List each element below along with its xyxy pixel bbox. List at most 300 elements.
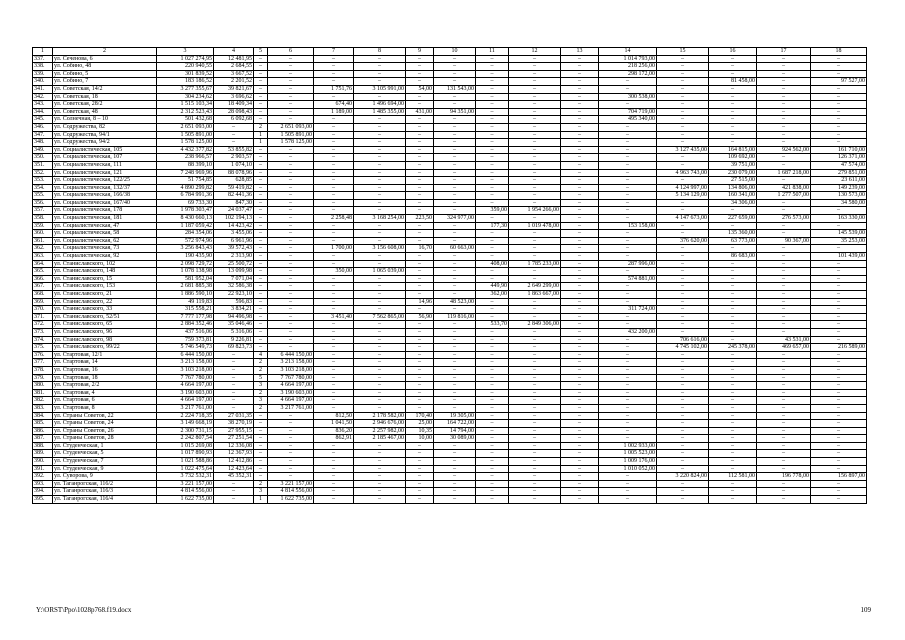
value-cell: 284 354,06 <box>157 230 214 238</box>
value-cell: – <box>268 336 314 344</box>
value-cell: – <box>599 420 657 428</box>
value-cell: – <box>561 101 599 109</box>
value-cell: – <box>757 313 811 321</box>
address-cell: ул. Стартовая, 16 <box>53 366 157 374</box>
value-cell: – <box>657 123 709 131</box>
value-cell: – <box>757 268 811 276</box>
value-cell: – <box>811 63 867 71</box>
value-cell: – <box>254 108 268 116</box>
value-cell: – <box>476 465 509 473</box>
value-cell: – <box>354 298 406 306</box>
value-cell: – <box>354 397 406 405</box>
value-cell: – <box>657 351 709 359</box>
value-cell: 350,00 <box>314 268 354 276</box>
value-cell: – <box>657 496 709 504</box>
value-cell: – <box>599 389 657 397</box>
value-cell: – <box>476 442 509 450</box>
table-row <box>33 215 867 223</box>
value-cell: – <box>657 108 709 116</box>
value-cell: – <box>354 131 406 139</box>
header-row <box>33 48 867 56</box>
value-cell: 245 378,00 <box>709 344 757 352</box>
register-table <box>32 47 867 504</box>
value-cell: – <box>509 344 561 352</box>
value-cell: – <box>811 427 867 435</box>
value-cell: – <box>561 207 599 215</box>
value-cell: – <box>354 192 406 200</box>
value-cell: 1 041,50 <box>314 420 354 428</box>
value-cell: – <box>509 427 561 435</box>
value-cell: – <box>268 237 314 245</box>
value-cell: – <box>314 63 354 71</box>
value-cell: – <box>561 237 599 245</box>
value-cell: – <box>214 374 254 382</box>
value-cell: – <box>434 374 476 382</box>
value-cell: – <box>657 450 709 458</box>
value-cell: – <box>268 63 314 71</box>
value-cell: – <box>757 465 811 473</box>
value-cell: – <box>268 260 314 268</box>
value-cell: 359,00 <box>476 207 509 215</box>
row-number-cell: 366. <box>33 275 53 283</box>
value-cell: 2 201,52 <box>214 78 254 86</box>
value-cell: – <box>254 283 268 291</box>
value-cell: – <box>254 458 268 466</box>
value-cell: – <box>599 412 657 420</box>
table-row <box>33 55 867 63</box>
value-cell: – <box>811 275 867 283</box>
value-cell: – <box>657 207 709 215</box>
row-number-cell: 349. <box>33 146 53 154</box>
value-cell: – <box>657 389 709 397</box>
value-cell: – <box>254 55 268 63</box>
value-cell: – <box>314 260 354 268</box>
value-cell: 1 021 588,86 <box>157 458 214 466</box>
value-cell: – <box>811 245 867 253</box>
value-cell: – <box>268 450 314 458</box>
value-cell: – <box>476 450 509 458</box>
value-cell: – <box>561 184 599 192</box>
value-cell: – <box>757 397 811 405</box>
value-cell: 12 481,95 <box>214 55 254 63</box>
value-cell: – <box>599 184 657 192</box>
value-cell: – <box>354 291 406 299</box>
table-row <box>33 420 867 428</box>
value-cell: 1 954 266,00 <box>509 207 561 215</box>
value-cell: 2 649 299,00 <box>509 283 561 291</box>
value-cell: 1 014 793,00 <box>599 55 657 63</box>
value-cell: – <box>599 382 657 390</box>
row-number-cell: 369. <box>33 298 53 306</box>
value-cell: – <box>757 253 811 261</box>
value-cell: – <box>709 404 757 412</box>
value-cell: – <box>599 496 657 504</box>
value-cell: – <box>657 101 709 109</box>
value-cell: – <box>406 184 434 192</box>
value-cell: 572 974,96 <box>157 237 214 245</box>
value-cell: 4 147 673,00 <box>657 215 709 223</box>
value-cell: – <box>599 268 657 276</box>
value-cell: 12 423,64 <box>214 465 254 473</box>
table-row <box>33 260 867 268</box>
value-cell: – <box>434 366 476 374</box>
value-cell: – <box>657 85 709 93</box>
row-number-cell: 375. <box>33 344 53 352</box>
table-row <box>33 283 867 291</box>
value-cell: – <box>657 435 709 443</box>
value-cell: – <box>811 298 867 306</box>
value-cell: – <box>254 237 268 245</box>
value-cell: – <box>476 374 509 382</box>
value-cell: 7 777 177,98 <box>157 313 214 321</box>
table-row <box>33 412 867 420</box>
value-cell: – <box>476 298 509 306</box>
value-cell: – <box>214 382 254 390</box>
value-cell: – <box>509 139 561 147</box>
address-cell: ул. Страны Советов, 22 <box>53 412 157 420</box>
value-cell: – <box>757 420 811 428</box>
value-cell: – <box>254 420 268 428</box>
value-cell: – <box>657 427 709 435</box>
value-cell: – <box>434 344 476 352</box>
value-cell: 581 952,04 <box>157 275 214 283</box>
value-cell: – <box>434 222 476 230</box>
value-cell: – <box>268 207 314 215</box>
value-cell: – <box>214 351 254 359</box>
value-cell: – <box>314 70 354 78</box>
address-cell: ул. Социалистическая, 58 <box>53 230 157 238</box>
row-number-cell: 367. <box>33 283 53 291</box>
value-cell: – <box>709 480 757 488</box>
value-cell: – <box>354 199 406 207</box>
value-cell: – <box>657 412 709 420</box>
value-cell: 47 574,00 <box>811 161 867 169</box>
value-cell: – <box>811 70 867 78</box>
value-cell: 408,00 <box>476 260 509 268</box>
column-number-header: 16 <box>709 48 757 56</box>
value-cell: – <box>354 344 406 352</box>
value-cell: – <box>757 450 811 458</box>
value-cell: – <box>406 442 434 450</box>
row-number-cell: 345. <box>33 116 53 124</box>
value-cell: 19 305,00 <box>434 412 476 420</box>
value-cell: – <box>476 253 509 261</box>
value-cell: 27 251,54 <box>214 435 254 443</box>
value-cell: – <box>354 442 406 450</box>
value-cell: 1 505 891,00 <box>268 131 314 139</box>
value-cell: – <box>657 321 709 329</box>
value-cell: – <box>314 78 354 86</box>
value-cell: – <box>757 458 811 466</box>
value-cell: 376 620,00 <box>657 237 709 245</box>
address-cell: ул. Таганрогская, 116/3 <box>53 488 157 496</box>
value-cell: – <box>314 283 354 291</box>
row-number-cell: 346. <box>33 123 53 131</box>
value-cell: 7 767 780,00 <box>157 374 214 382</box>
row-number-cell: 383. <box>33 404 53 412</box>
value-cell: 1 505 891,00 <box>157 131 214 139</box>
value-cell: 196 778,00 <box>757 473 811 481</box>
value-cell: – <box>268 306 314 314</box>
value-cell: – <box>406 237 434 245</box>
value-cell: 3 213 158,00 <box>157 359 214 367</box>
value-cell: – <box>757 177 811 185</box>
value-cell: – <box>709 139 757 147</box>
value-cell: 1 886 590,10 <box>157 291 214 299</box>
value-cell: 28 098,43 <box>214 108 254 116</box>
value-cell: – <box>657 313 709 321</box>
value-cell: – <box>354 465 406 473</box>
value-cell: 4 664 197,00 <box>157 397 214 405</box>
address-cell: ул. Социалистическая, 107 <box>53 154 157 162</box>
value-cell: – <box>657 131 709 139</box>
value-cell: 501 432,68 <box>157 116 214 124</box>
value-cell: – <box>268 215 314 223</box>
value-cell: 3 451,40 <box>314 313 354 321</box>
value-cell: – <box>434 230 476 238</box>
value-cell: – <box>709 116 757 124</box>
value-cell: – <box>254 313 268 321</box>
value-cell: 22 923,10 <box>214 291 254 299</box>
value-cell: – <box>757 359 811 367</box>
value-cell: – <box>757 55 811 63</box>
column-number-header: 6 <box>268 48 314 56</box>
value-cell: – <box>314 351 354 359</box>
value-cell: – <box>709 108 757 116</box>
value-cell: 311 724,00 <box>599 306 657 314</box>
value-cell: – <box>657 177 709 185</box>
value-cell: 2 185 467,00 <box>354 435 406 443</box>
value-cell: – <box>254 199 268 207</box>
value-cell: – <box>254 70 268 78</box>
value-cell: 39 821,67 <box>214 85 254 93</box>
value-cell: 216 589,00 <box>811 344 867 352</box>
value-cell: – <box>599 123 657 131</box>
value-cell: 54,00 <box>406 85 434 93</box>
value-cell: 6 092,68 <box>214 116 254 124</box>
row-number-cell: 364. <box>33 260 53 268</box>
row-number-cell: 343. <box>33 101 53 109</box>
value-cell: – <box>406 359 434 367</box>
value-cell: 3 217 761,00 <box>268 404 314 412</box>
value-cell: – <box>561 473 599 481</box>
value-cell: 35 253,00 <box>811 237 867 245</box>
value-cell: – <box>561 450 599 458</box>
value-cell: – <box>657 488 709 496</box>
value-cell: 39 751,00 <box>709 161 757 169</box>
value-cell: – <box>811 116 867 124</box>
value-cell: 14,96 <box>406 298 434 306</box>
value-cell: – <box>214 397 254 405</box>
value-cell: – <box>757 298 811 306</box>
column-number-header: 7 <box>314 48 354 56</box>
value-cell: 3 168 254,00 <box>354 215 406 223</box>
value-cell: 12 336,08 <box>214 442 254 450</box>
address-cell: ул. Социалистическая, 122/25 <box>53 177 157 185</box>
value-cell: 3 220 824,00 <box>657 473 709 481</box>
value-cell: 156 897,00 <box>811 473 867 481</box>
value-cell: 112 581,00 <box>709 473 757 481</box>
value-cell: – <box>561 63 599 71</box>
value-cell: 1 578 125,00 <box>157 139 214 147</box>
value-cell: – <box>757 108 811 116</box>
value-cell: – <box>254 473 268 481</box>
address-cell: ул. Станиславского, 99/22 <box>53 344 157 352</box>
value-cell: – <box>509 169 561 177</box>
value-cell: – <box>406 199 434 207</box>
value-cell: – <box>599 366 657 374</box>
value-cell: – <box>406 146 434 154</box>
value-cell: 421 838,00 <box>757 184 811 192</box>
value-cell: 706 616,00 <box>657 336 709 344</box>
value-cell: 1 022 475,64 <box>157 465 214 473</box>
value-cell: – <box>757 131 811 139</box>
value-cell: – <box>406 488 434 496</box>
value-cell: – <box>509 131 561 139</box>
value-cell: – <box>268 85 314 93</box>
table-row <box>33 488 867 496</box>
value-cell: – <box>509 397 561 405</box>
value-cell: 315 558,21 <box>157 306 214 314</box>
value-cell: 227 659,00 <box>709 215 757 223</box>
value-cell: 5 134 129,00 <box>657 192 709 200</box>
value-cell: 13 099,98 <box>214 268 254 276</box>
value-cell: – <box>254 268 268 276</box>
value-cell: 12 412,86 <box>214 458 254 466</box>
value-cell: – <box>709 93 757 101</box>
value-cell: – <box>561 291 599 299</box>
value-cell: – <box>811 55 867 63</box>
value-cell: 3 149 668,19 <box>157 420 214 428</box>
table-row <box>33 374 867 382</box>
table-row <box>33 146 867 154</box>
value-cell: 1 863 667,00 <box>509 291 561 299</box>
address-cell: ул. Содружества, 94/1 <box>53 131 157 139</box>
value-cell: – <box>757 85 811 93</box>
value-cell: – <box>254 207 268 215</box>
value-cell: – <box>268 313 314 321</box>
value-cell: – <box>406 139 434 147</box>
value-cell: – <box>406 382 434 390</box>
value-cell: 3 221 157,00 <box>157 480 214 488</box>
value-cell: – <box>214 488 254 496</box>
address-cell: ул. Социалистическая, 121 <box>53 169 157 177</box>
value-cell: – <box>268 465 314 473</box>
value-cell: – <box>811 93 867 101</box>
value-cell: – <box>561 85 599 93</box>
value-cell: – <box>314 154 354 162</box>
value-cell: – <box>314 253 354 261</box>
value-cell: – <box>214 480 254 488</box>
value-cell: – <box>561 215 599 223</box>
value-cell: – <box>709 458 757 466</box>
value-cell: 2 098 729,72 <box>157 260 214 268</box>
value-cell: 2 313,90 <box>214 253 254 261</box>
table-row <box>33 108 867 116</box>
value-cell: – <box>476 275 509 283</box>
value-cell: 27 955,15 <box>214 427 254 435</box>
value-cell: 94 351,00 <box>434 108 476 116</box>
value-cell: – <box>657 306 709 314</box>
value-cell: – <box>509 275 561 283</box>
value-cell: 63 773,00 <box>709 237 757 245</box>
row-number-cell: 357. <box>33 207 53 215</box>
value-cell: – <box>811 108 867 116</box>
value-cell: – <box>509 199 561 207</box>
value-cell: – <box>268 101 314 109</box>
address-cell: ул. Советская, 28/2 <box>53 101 157 109</box>
value-cell: 82 441,36 <box>214 192 254 200</box>
table-row <box>33 78 867 86</box>
value-cell: – <box>709 420 757 428</box>
value-cell: 164 815,00 <box>709 146 757 154</box>
value-cell: – <box>314 123 354 131</box>
value-cell: 1 <box>254 139 268 147</box>
value-cell: – <box>314 207 354 215</box>
value-cell: – <box>476 230 509 238</box>
value-cell: – <box>406 306 434 314</box>
value-cell: – <box>354 184 406 192</box>
value-cell: 1 622 735,00 <box>157 496 214 504</box>
value-cell: 218 256,00 <box>599 63 657 71</box>
value-cell: – <box>476 382 509 390</box>
value-cell: – <box>354 237 406 245</box>
value-cell: – <box>757 283 811 291</box>
value-cell: – <box>709 397 757 405</box>
value-cell: 3 103 218,00 <box>157 366 214 374</box>
value-cell: 69 823,73 <box>214 344 254 352</box>
value-cell: – <box>476 146 509 154</box>
value-cell: – <box>434 351 476 359</box>
value-cell: 59 419,82 <box>214 184 254 192</box>
value-cell: 279 851,00 <box>811 169 867 177</box>
value-cell: – <box>214 123 254 131</box>
table-row <box>33 230 867 238</box>
value-cell: – <box>509 435 561 443</box>
value-cell: – <box>811 321 867 329</box>
value-cell: – <box>561 169 599 177</box>
value-cell: – <box>561 154 599 162</box>
value-cell: – <box>561 480 599 488</box>
value-cell: – <box>509 442 561 450</box>
value-cell: – <box>757 161 811 169</box>
value-cell: – <box>657 420 709 428</box>
table-row <box>33 70 867 78</box>
value-cell: – <box>561 306 599 314</box>
value-cell: – <box>709 291 757 299</box>
address-cell: ул. Студенческая, 7 <box>53 458 157 466</box>
value-cell: – <box>561 268 599 276</box>
value-cell: – <box>476 397 509 405</box>
value-cell: – <box>561 199 599 207</box>
value-cell: 924 562,00 <box>757 146 811 154</box>
address-cell: ул. Страны Советов, 26 <box>53 427 157 435</box>
value-cell: – <box>811 123 867 131</box>
page-number: 109 <box>860 606 871 614</box>
value-cell: – <box>434 450 476 458</box>
value-cell: 574 881,00 <box>599 275 657 283</box>
value-cell: – <box>509 177 561 185</box>
value-cell: – <box>254 275 268 283</box>
value-cell: 6 961,96 <box>214 237 254 245</box>
address-cell: ул. Собино, 48 <box>53 63 157 71</box>
address-cell: ул. Станиславского, 96 <box>53 328 157 336</box>
value-cell: – <box>434 184 476 192</box>
value-cell: – <box>434 480 476 488</box>
value-cell: 90 367,00 <box>757 237 811 245</box>
value-cell: – <box>314 291 354 299</box>
value-cell: – <box>561 245 599 253</box>
